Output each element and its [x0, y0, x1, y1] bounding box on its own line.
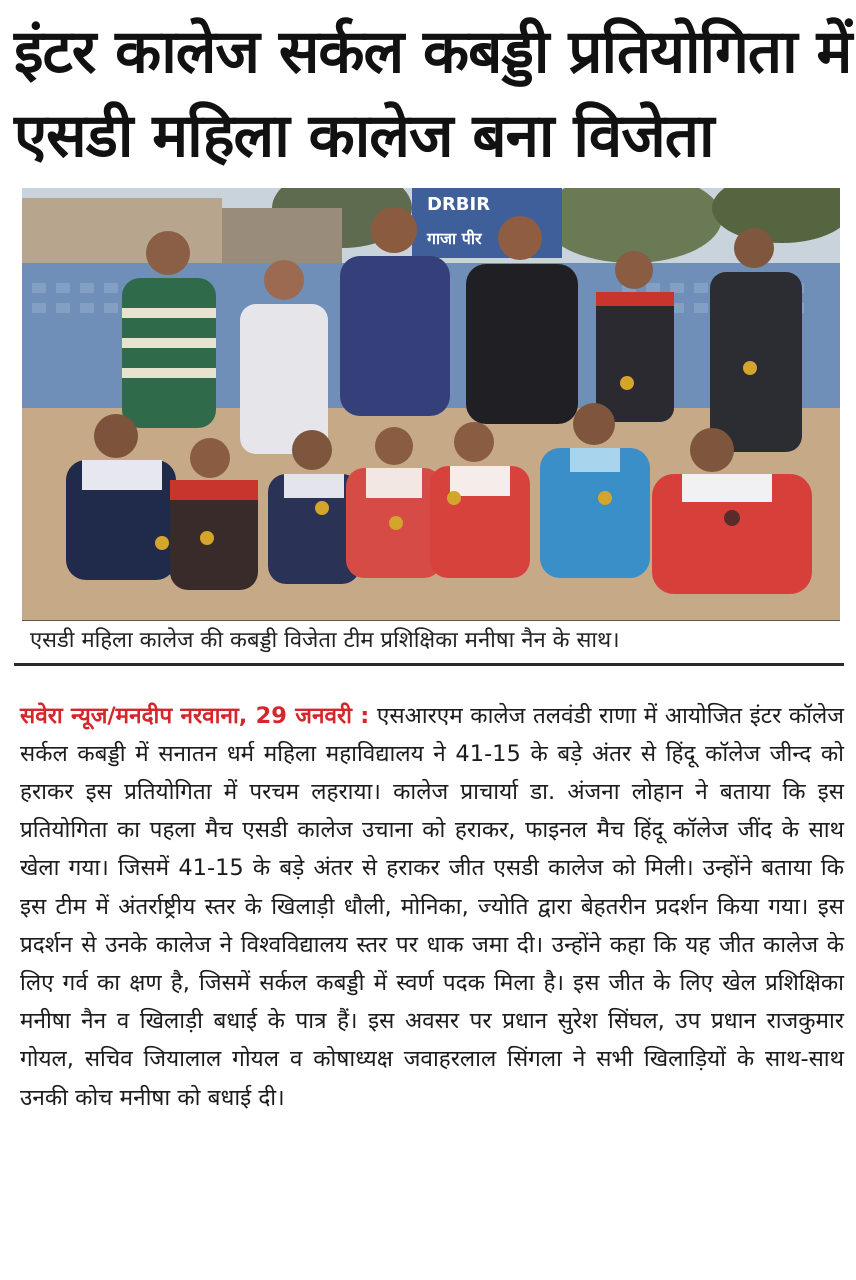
headline-line-2: एसडी महिला कालेज बना विजेता — [14, 101, 714, 171]
team-photo — [22, 188, 840, 620]
photo-caption: एसडी महिला कालेज की कबड्डी विजेता टीम प्रशिक्षिका मनीषा नैन के साथ। — [30, 628, 620, 653]
headline-line-1: इंटर कालेज सर्कल कबड्डी प्रतियोगिता में — [14, 17, 852, 87]
banner-text: DRBIR — [427, 194, 491, 215]
banner-subtext: गाजा पीर — [427, 229, 482, 248]
article-text: एसआरएम कालेज तलवंडी राणा में आयोजित इंटर कॉलेज सर्कल कबड्डी में सनातन धर्म महिला महाविद्यालय ने 41-15 के बड़े अंतर से हिंदू कॉलेज जीन्द को हराकर इस प्रतियोगिता में परचम लहराया। कालेज प्राचार्या डा. अंजना लोहान ने बताया कि इस प्रतियोगिता का पहला मैच एसडी कालेज उचाना को हराकर, फाइनल मैच हिंदू कॉलेज जींद के साथ खेला गया। जिसमें 41-15 के बड़े अंतर से हराकर जीत एसडी कालेज को मिली। उन्होंने बताया कि इस टीम में अंतर्राष्ट्रीय स्तर के खिलाड़ी धौली, मोनिका, ज्योति द्वारा बेहतरीन प्रदर्शन किया गया। इस प्रदर्शन से उनके कालेज ने विश्वविद्यालय स्तर पर धाक जमा दी। उन्होंने कहा कि यह जीत कालेज के लिए गर्व का क्षण है, जिसमें सर्कल कबड्डी में स्वर्ण पदक मिला है। इस जीत के लिए खेल प्रशिक्षिका मनीषा नैन व खिलाड़ी बधाई के पात्र हैं। इस अवसर पर प्रधान सुरेश सिंघल, उप प्रधान राजकुमार गोयल, सचिव जियालाल गोयल व कोषाध्यक्ष जवाहरलाल सिंगला ने सभी खिलाड़ियों के साथ-साथ उनकी कोच मनीषा को बधाई दी। — [20, 702, 844, 1111]
article-body — [20, 697, 844, 1117]
headline — [14, 10, 852, 178]
article-dateline: सवेरा न्यूज/मनदीप नरवाना, 29 जनवरी : — [20, 702, 370, 729]
caption-bottom-divider — [14, 663, 844, 666]
caption-divider — [22, 620, 840, 621]
team-photo-illustration — [22, 188, 840, 620]
